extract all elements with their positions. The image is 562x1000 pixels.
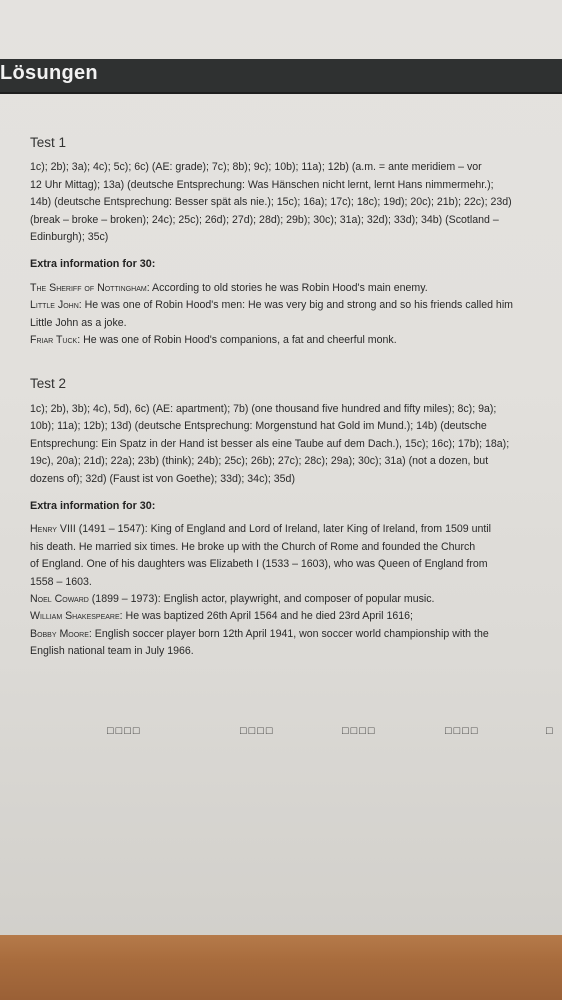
test1-answer-line: Edinburgh); 35c) (30, 231, 109, 244)
extra-text: He was baptized 26th April 1564 and he died 23rd April 1616; (122, 610, 413, 623)
test2-answer-line: 1c); 2b), 3b); 4c), 5d), 6c) (AE: apartment); 7b) (one thousand five hundred and fifty miles); 8c); 9a); (30, 402, 497, 415)
test1-answer-line: 12 Uhr Mittag); 13a) (deutsche Entsprechung: Was Hänschen nicht lernt, lernt Hans nimmermehr.); (30, 178, 494, 191)
person-name: Henry VIII (30, 523, 76, 536)
test1-answers (30, 159, 562, 246)
test1-extra-line (30, 280, 562, 297)
person-name: Little John: (30, 299, 82, 312)
person-name: William Shakespeare: (30, 610, 123, 623)
checkbox-group: □□□□ (445, 725, 480, 737)
test1-extra-line (30, 297, 562, 314)
extra-text: Little John as a joke. (30, 316, 127, 329)
person-name: Noel Coward (30, 592, 89, 605)
test2-extra-line (30, 643, 562, 660)
test1-extra-line (30, 332, 562, 349)
extra-text: He was one of Robin Hood's companions, a fat and cheerful monk. (80, 334, 397, 347)
person-name: The Sheriff of Nottingham: (30, 281, 150, 294)
checkbox-group: □□□□ (107, 725, 142, 737)
content (30, 134, 562, 661)
extra-text: According to old stories he was Robin Hood's main enemy. (149, 281, 428, 294)
checkbox-group: □ (546, 725, 555, 737)
test2-extra-title: Extra information for 30: (30, 499, 156, 512)
test1-extra (30, 280, 562, 350)
test1-answer-line: (break – broke – broken); 24c); 25c); 26d); 27d); 28d); 29b); 30c); 31a); 32d); 33d); 34b) (Scotland – (30, 213, 499, 226)
test2-extra-line (30, 539, 562, 556)
test2-answers (30, 401, 562, 488)
extra-text: his death. He married six times. He broke up with the Church of Rome and founded the Church (30, 540, 476, 553)
extra-text: of England. One of his daughters was Elizabeth I (1533 – 1603), who was Queen of England from (30, 558, 488, 571)
test2-title: Test 2 (30, 376, 67, 392)
extra-text: 1558 – 1603. (30, 575, 92, 588)
test2-extra-line (30, 591, 562, 608)
person-name: Friar Tuck: (30, 334, 81, 347)
extra-text: He was one of Robin Hood's men: He was very big and strong and so his friends called him (81, 299, 513, 312)
wooden-floor (0, 935, 562, 1000)
test2-extra-line (30, 521, 562, 538)
test2-answer-line: 19c), 20a); 21d); 22a); 23b) (think); 24b); 25c); 26b); 27c); 28c); 29a); 30c); 31a) (not a dozen, but (30, 455, 489, 468)
test1-answer-line: 14b) (deutsche Entsprechung: Besser spät als nie.); 15c); 16a); 17c); 18c); 19d); 20c); 21b); 22c); 23d) (30, 196, 512, 209)
test2-answer-line: 10b); 11a); 12b); 13d) (deutsche Entsprechung: Morgenstund hat Gold im Mund.); 14b) (deutsche (30, 420, 487, 433)
checkbox-row (0, 725, 562, 739)
test2-extra-line (30, 608, 562, 625)
checkbox-group: □□□□ (342, 725, 377, 737)
test2-extra-line (30, 556, 562, 573)
test2-extra (30, 521, 562, 660)
test1-extra-line (30, 315, 562, 332)
extra-text: (1491 – 1547): King of England and Lord of Ireland, later King of Ireland, from 1509 until (75, 523, 492, 536)
test2-extra-line (30, 574, 562, 591)
test1-title: Test 1 (30, 135, 67, 150)
person-name: Bobby Moore: (30, 627, 92, 640)
extra-text: English soccer player born 12th April 1941, won soccer world championship with the (91, 627, 489, 640)
header-rule (0, 92, 562, 94)
page-title: Lösungen (0, 62, 98, 84)
test1-extra-title: Extra information for 30: (30, 258, 156, 271)
test1-answer-line: 1c); 2b); 3a); 4c); 5c); 6c) (AE: grade); 7c); 8b); 9c); 10b); 11a); 12b) (a.m. = ante meridiem – vor (30, 161, 482, 174)
test2-answer-line: Entsprechung: Ein Spatz in der Hand ist besser als eine Taube auf dem Dach.), 15c); 16c); 17b); 18a); (30, 437, 510, 450)
checkbox-group: □□□□ (240, 725, 275, 737)
extra-text: (1899 – 1973): English actor, playwright, and composer of popular music. (88, 592, 435, 605)
test2-extra-line (30, 626, 562, 643)
test2-answer-line: dozens of); 32d) (Faust ist von Goethe); 33d); 34c); 35d) (30, 472, 295, 485)
extra-text: English national team in July 1966. (30, 645, 194, 658)
